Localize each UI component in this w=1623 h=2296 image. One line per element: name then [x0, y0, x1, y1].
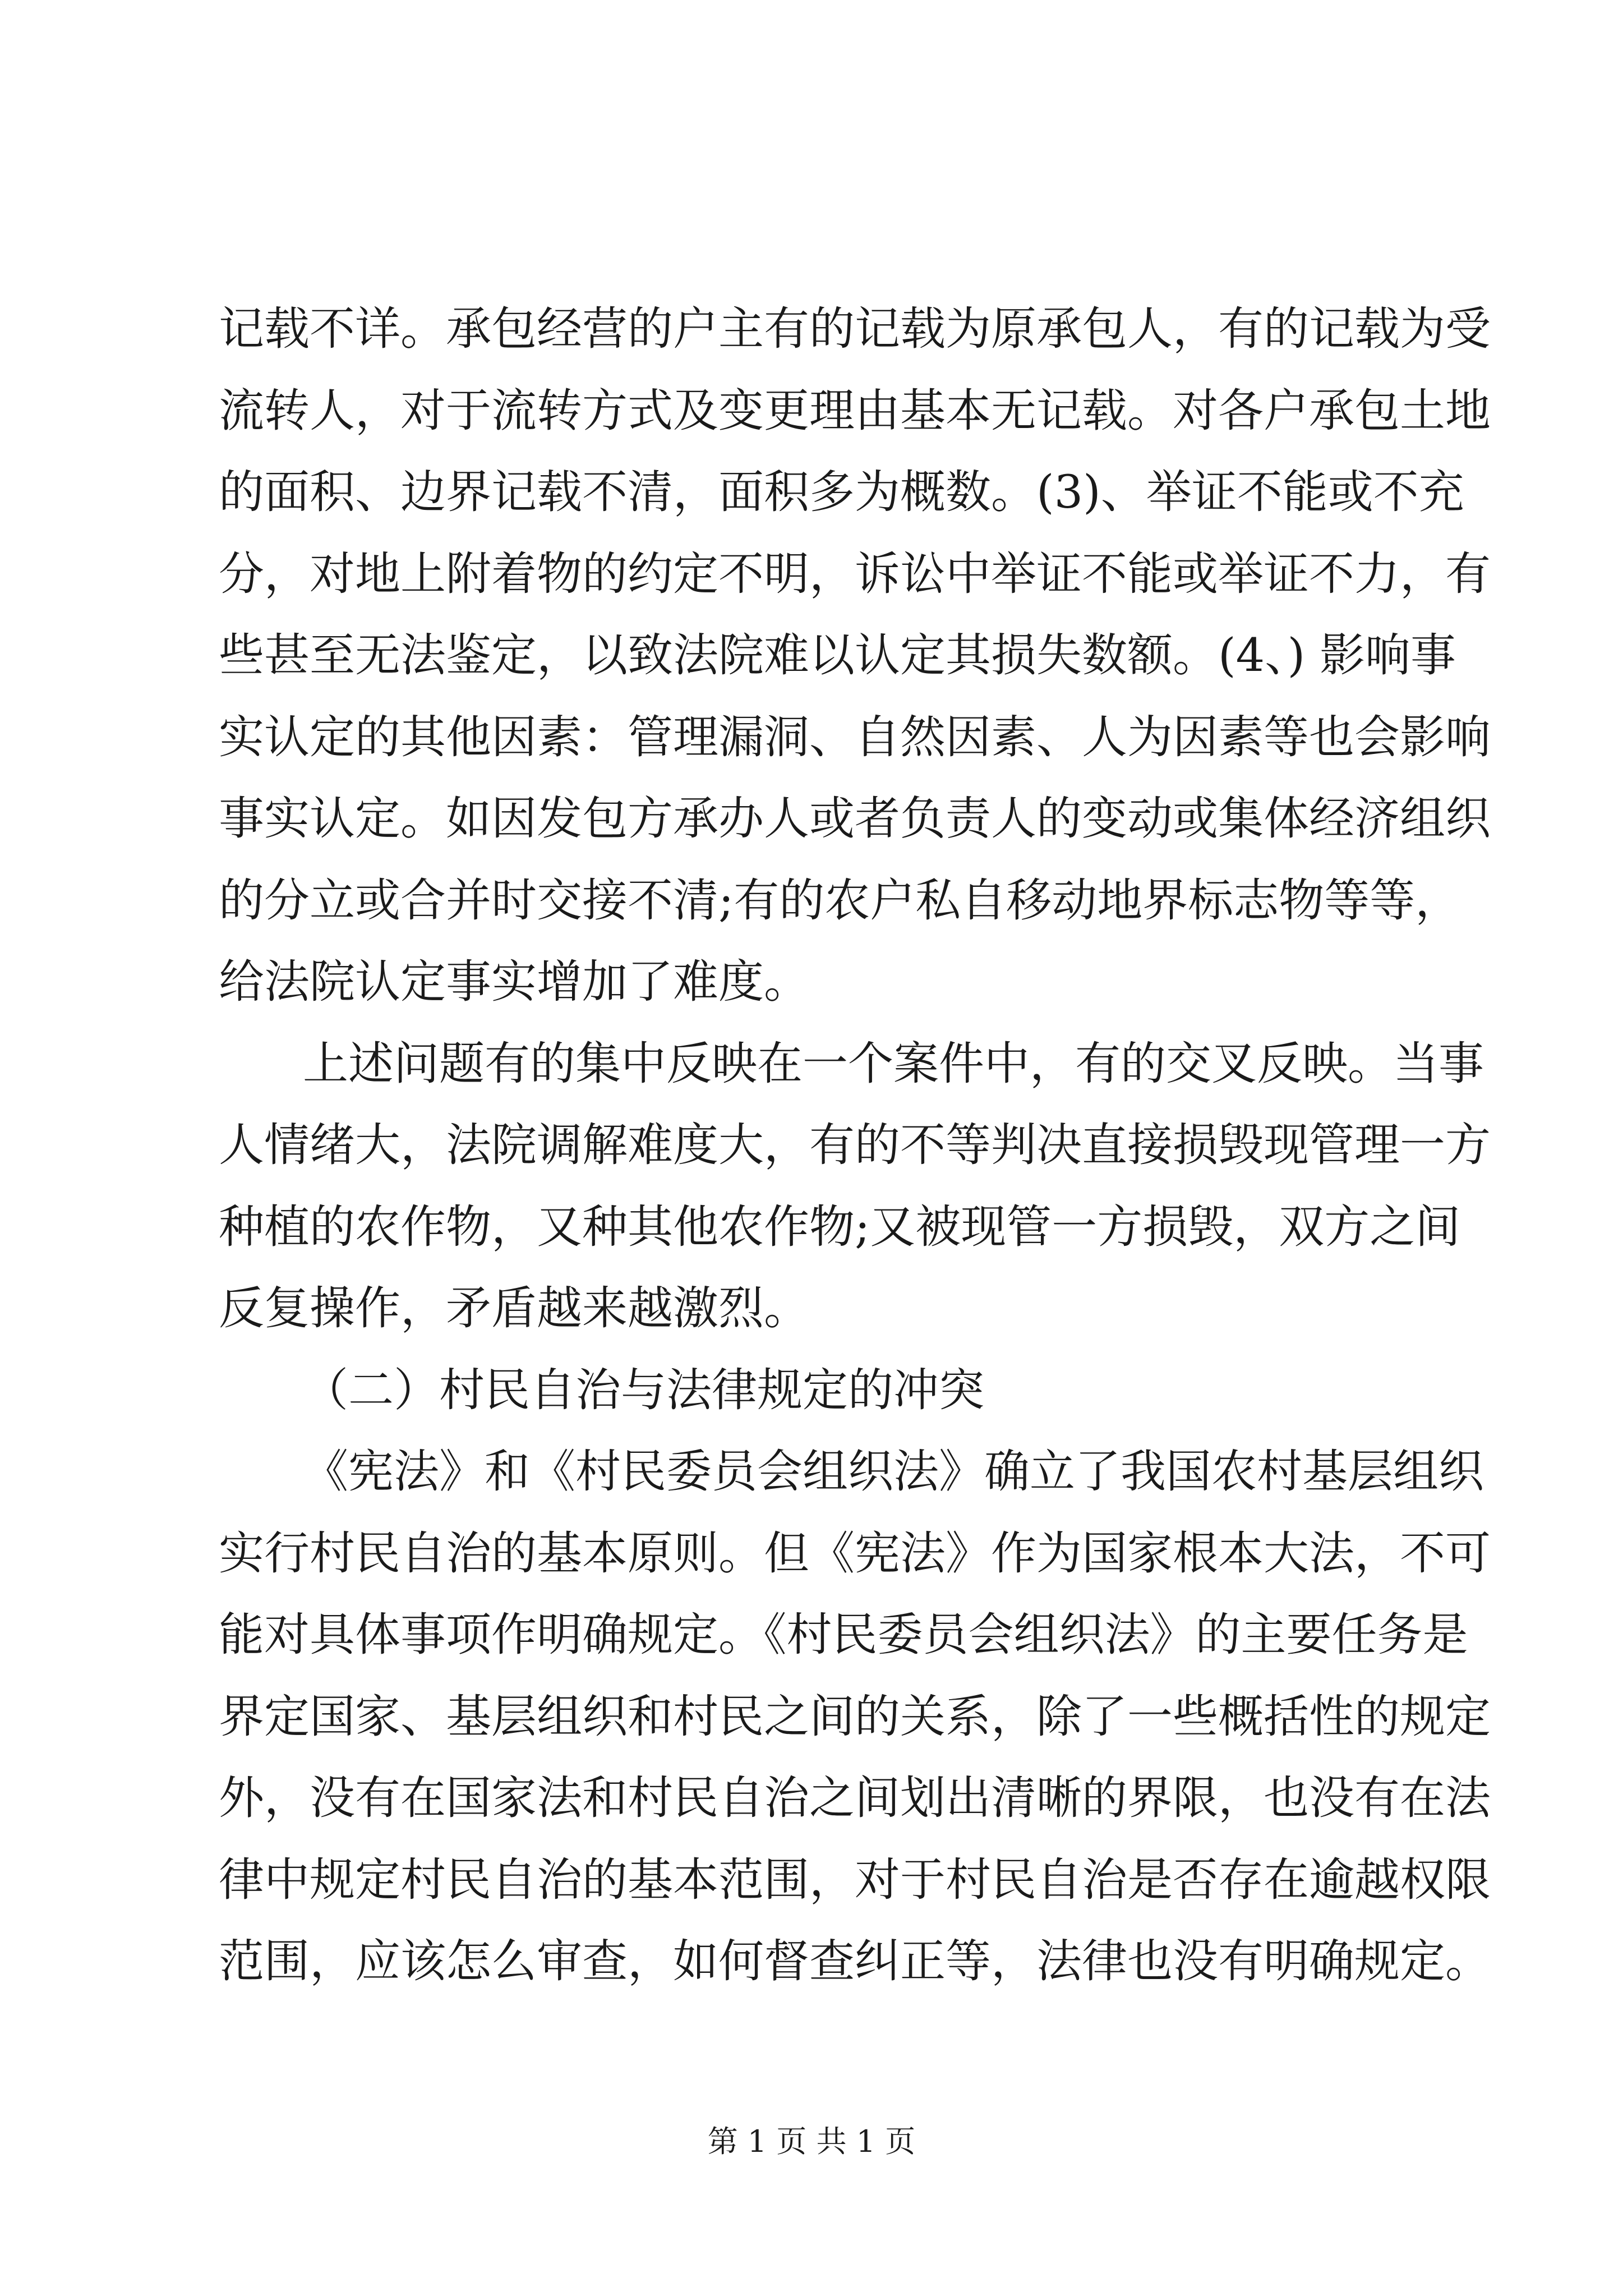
text-line: 实认定的其他因素：管理漏洞、自然因素、人为因素等也会影响	[219, 711, 1491, 764]
text-line: 《宪法》和《村民委员会组织法》确立了我国农村基层组织	[303, 1446, 1484, 1498]
page-footer: 第 1 页 共 1 页	[707, 2124, 916, 2159]
text-line: 界定国家、基层组织和村民之间的关系，除了一些概括性的规定	[219, 1690, 1491, 1743]
text-line: 上述问题有的集中反映在一个案件中，有的交叉反映。当事	[303, 1037, 1484, 1091]
text-line: 分，对地上附着物的约定不明，诉讼中举证不能或举证不力，有	[219, 547, 1491, 601]
body-text	[219, 289, 1491, 2003]
text-line: 的分立或合并时交接不清;有的农户私自移动地界标志物等等，	[219, 874, 1461, 927]
text-line: 的面积、边界记载不清，面积多为概数。(3)、举证不能或不充	[219, 466, 1464, 519]
section-heading: （二）村民自治与法律规定的冲突	[303, 1364, 985, 1417]
text-line: 流转人，对于流转方式及变更理由基本无记载。对各户承包土地	[219, 384, 1491, 438]
text-line: 范围，应该怎么审查，如何督查纠正等，法律也没有明确规定。	[219, 1935, 1491, 1988]
text-line: 给法院认定事实增加了难度。	[219, 956, 810, 1009]
text-line: 外，没有在国家法和村民自治之间划出清晰的界限，也没有在法	[219, 1772, 1491, 1825]
text-line: 人情绪大，法院调解难度大，有的不等判决直接损毁现管理一方	[219, 1119, 1491, 1172]
text-line: 些甚至无法鉴定，以致法院难以认定其损失数额。(4、) 影响事	[219, 629, 1456, 682]
text-line: 种植的农作物，又种其他农作物;又被现管一方损毁，双方之间	[219, 1200, 1461, 1254]
text-line: 实行村民自治的基本原则。但《宪法》作为国家根本大法，不可	[219, 1527, 1491, 1580]
text-line: 反复操作，矛盾越来越激烈。	[219, 1282, 810, 1335]
text-line: 记载不详。承包经营的户主有的记载为原承包人，有的记载为受	[219, 303, 1491, 356]
text-line: 律中规定村民自治的基本范围，对于村民自治是否存在逾越权限	[219, 1853, 1491, 1907]
text-line: 事实认定。如因发包方承办人或者负责人的变动或集体经济组织	[219, 793, 1491, 845]
text-line: 能对具体事项作明确规定。《村民委员会组织法》的主要任务是	[219, 1609, 1468, 1662]
